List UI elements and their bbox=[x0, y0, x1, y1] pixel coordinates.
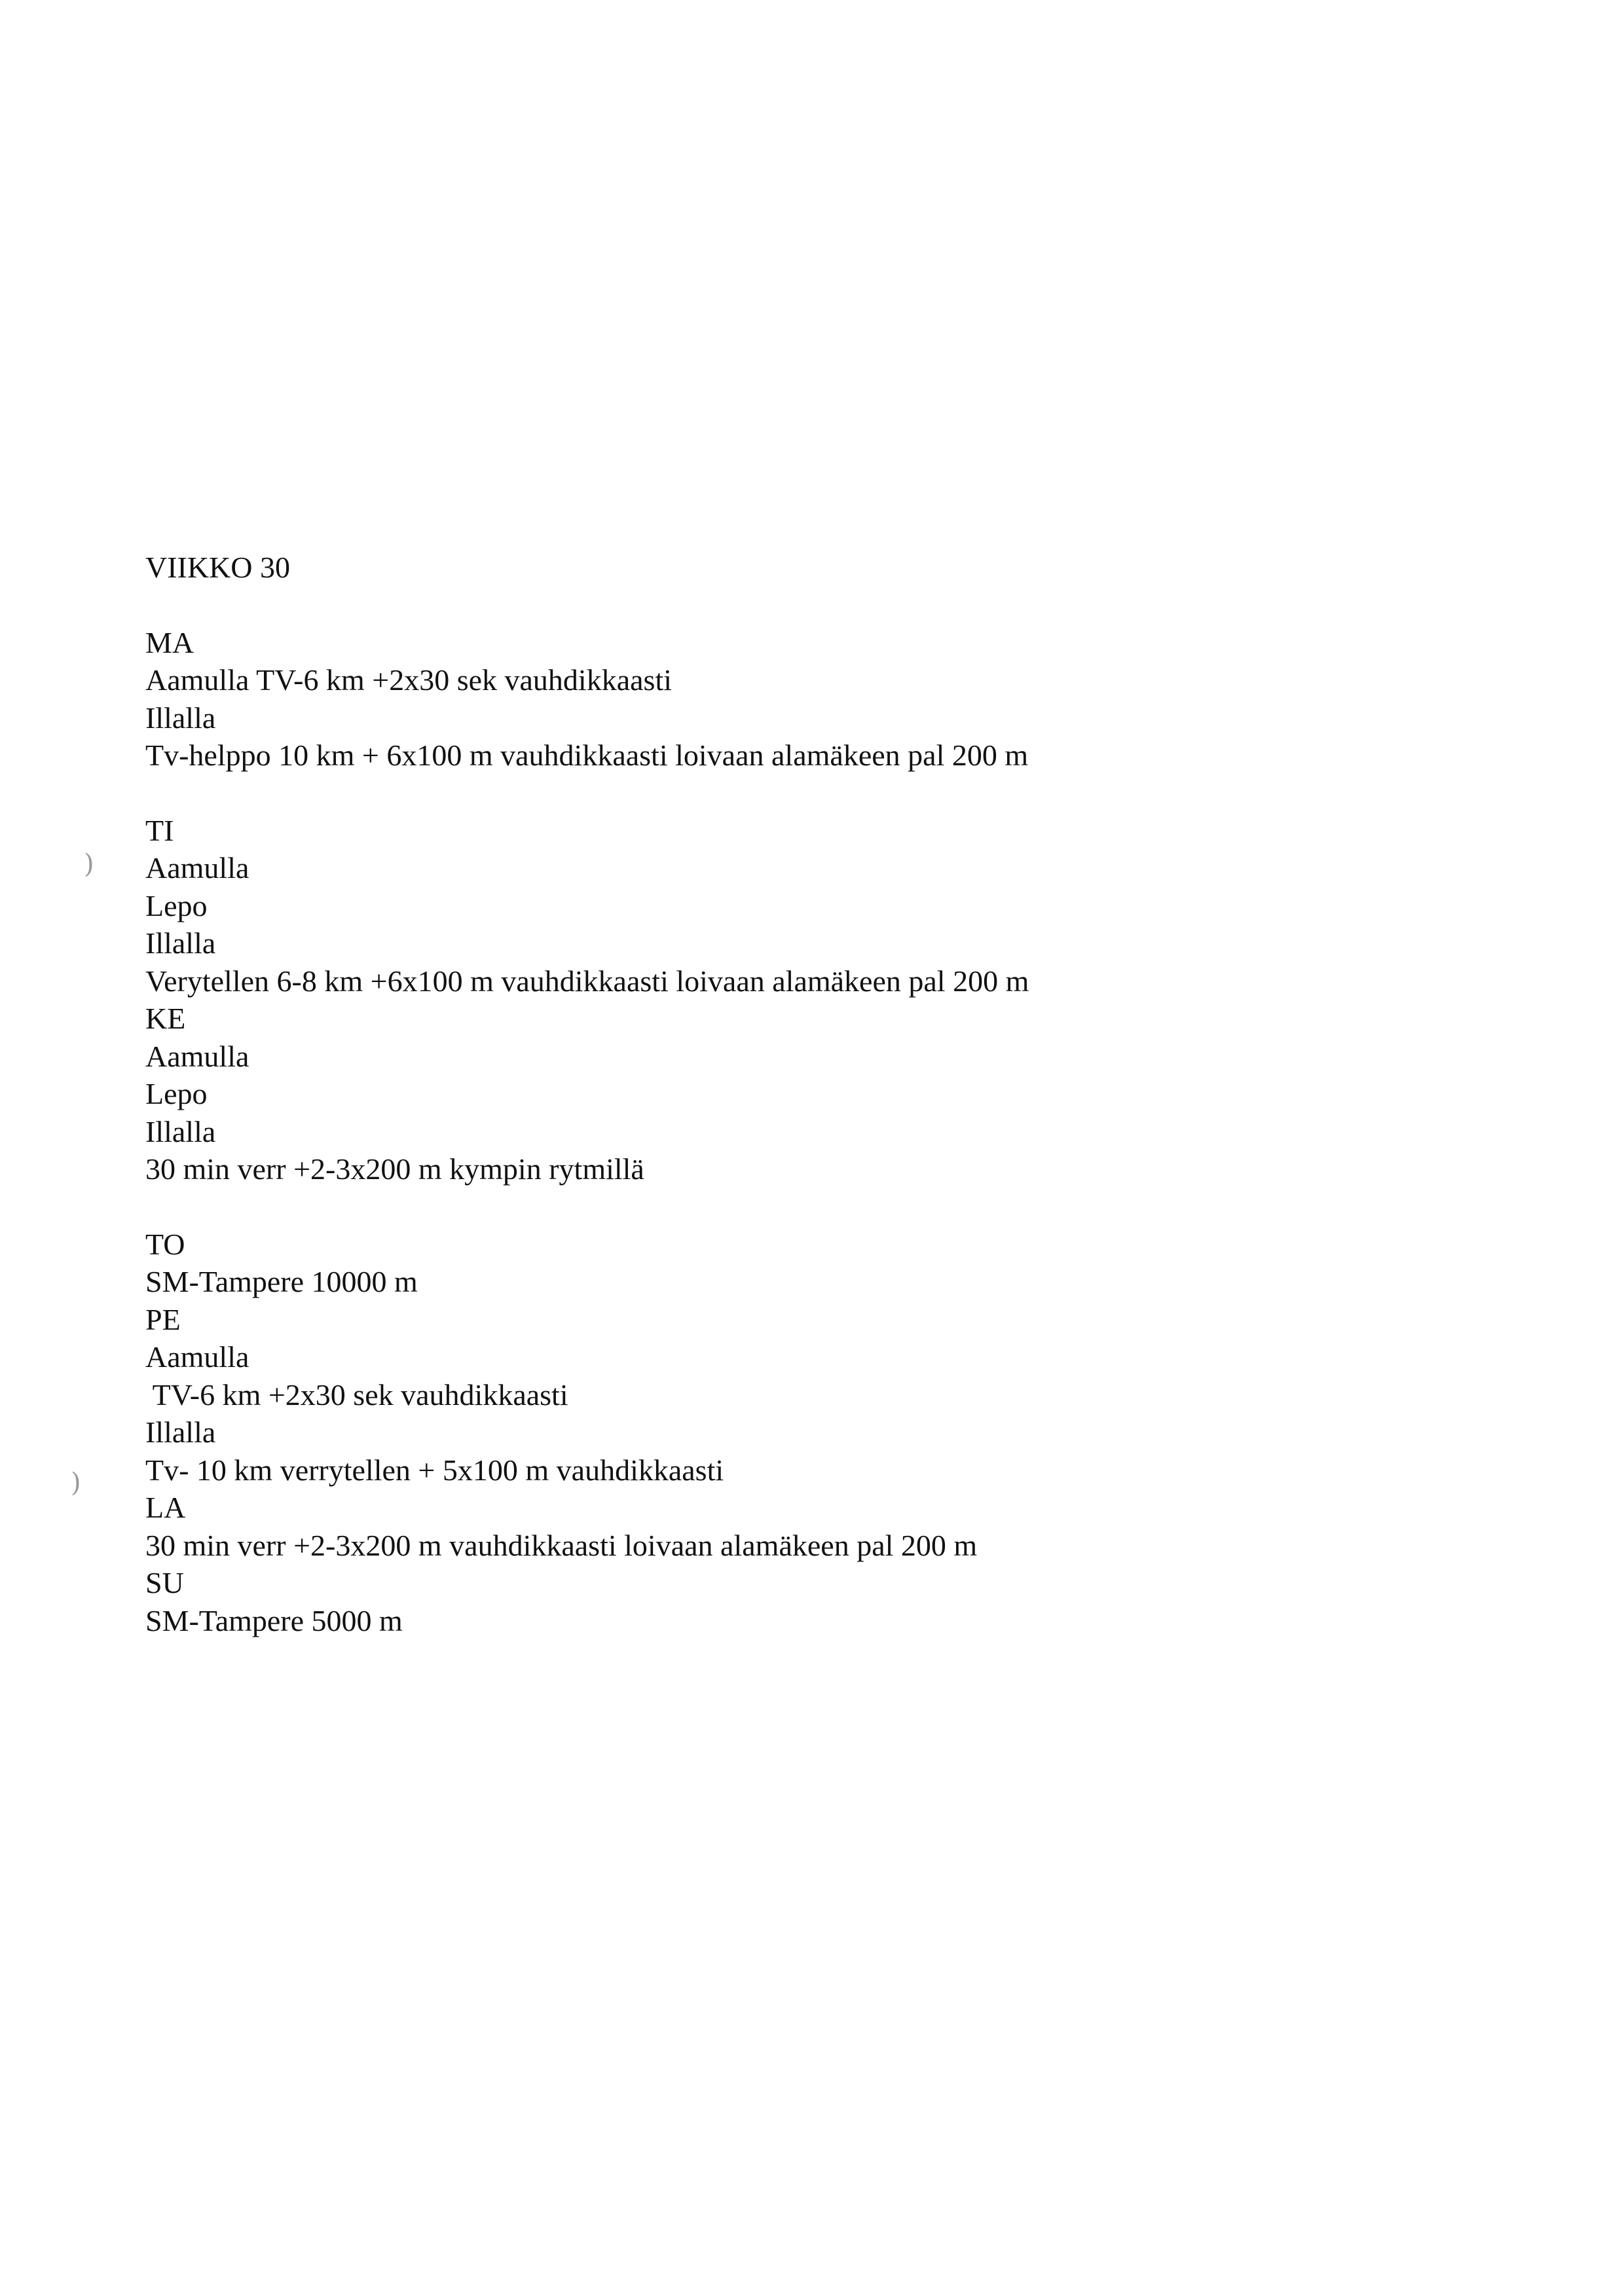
schedule-line: Lepo bbox=[145, 888, 208, 922]
schedule-line: Illalla bbox=[145, 1415, 216, 1449]
day-block-pe bbox=[145, 1301, 1455, 1489]
schedule-line: 30 min verr +2-3x200 m kympin rytmillä bbox=[145, 1152, 644, 1186]
schedule-line: TV-6 km +2x30 sek vauhdikkaasti bbox=[145, 1377, 568, 1412]
day-label: SU bbox=[145, 1566, 184, 1599]
schedule-line: Tv- 10 km verrytellen + 5x100 m vauhdikkaasti bbox=[145, 1453, 724, 1487]
day-label: LA bbox=[145, 1491, 186, 1524]
day-label: TI bbox=[145, 813, 174, 847]
schedule-line: Aamulla bbox=[145, 851, 249, 884]
day-label: MA bbox=[145, 625, 194, 659]
schedule-line: Aamulla bbox=[145, 1039, 249, 1073]
schedule-line: Aamulla TV-6 km +2x30 sek vauhdikkaasti bbox=[145, 663, 673, 697]
day-label: KE bbox=[145, 1002, 186, 1035]
day-block-la bbox=[145, 1489, 1455, 1564]
schedule-line: Aamulla bbox=[145, 1340, 249, 1374]
schedule-line: Illalla bbox=[145, 1114, 216, 1148]
schedule-line: Illalla bbox=[145, 926, 216, 960]
day-label: TO bbox=[145, 1227, 185, 1261]
schedule-line: SM-Tampere 5000 m bbox=[145, 1603, 403, 1637]
day-block-to bbox=[145, 1226, 1455, 1301]
day-block-ke bbox=[145, 1000, 1455, 1188]
schedule-line: SM-Tampere 10000 m bbox=[145, 1265, 418, 1298]
scan-mark: ) bbox=[71, 1468, 81, 1498]
schedule-line: Tv-helppo 10 km + 6x100 m vauhdikkaasti loivaan alamäkeen pal 200 m bbox=[145, 738, 1029, 772]
schedule-line: Lepo bbox=[145, 1077, 208, 1110]
day-label: PE bbox=[145, 1302, 181, 1336]
training-schedule bbox=[145, 549, 1455, 1639]
day-block-ti bbox=[145, 812, 1455, 1000]
day-block-ma bbox=[145, 624, 1455, 774]
day-block-su bbox=[145, 1564, 1455, 1639]
schedule-line: 30 min verr +2-3x200 m vauhdikkaasti loivaan alamäkeen pal 200 m bbox=[145, 1528, 978, 1562]
scan-mark: ) bbox=[84, 849, 94, 879]
schedule-line: Illalla bbox=[145, 701, 216, 735]
week-title: VIIKKO 30 bbox=[145, 551, 291, 584]
schedule-line: Verytellen 6-8 km +6x100 m vauhdikkaasti loivaan alamäkeen pal 200 m bbox=[145, 964, 1029, 998]
